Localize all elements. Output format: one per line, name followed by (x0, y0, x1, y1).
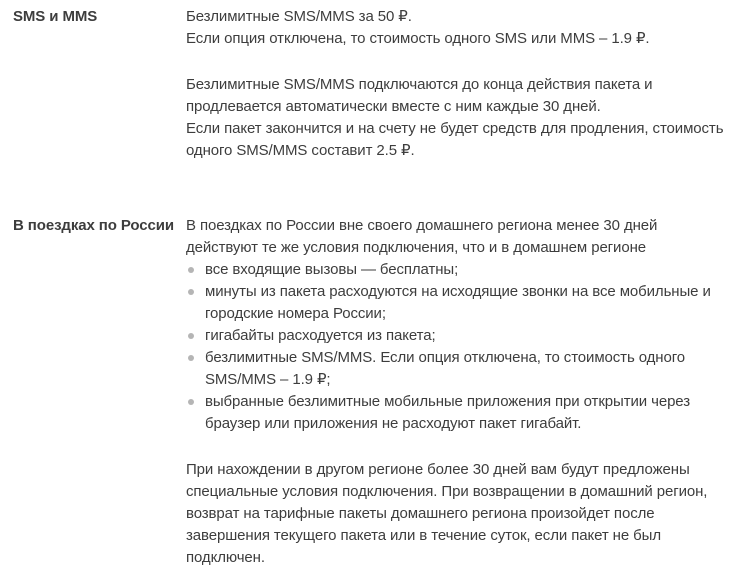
bullet-icon (188, 289, 194, 295)
section-sms-mms-content (186, 6, 731, 162)
sms-no-funds-line: Если пакет закончится и на счету не будет средств для продления, стоимость одного SMS/MMS составит 2.5 ₽. (186, 120, 724, 159)
sms-renewal-line: Безлимитные SMS/MMS подключаются до конца действия пакета и продлевается автоматически вместе с ним каждые 30 дней. (186, 76, 653, 115)
list-item-incoming-calls (186, 259, 731, 281)
sms-disabled-price-line: Если опция отключена, то стоимость одного SMS или MMS – 1.9 ₽. (186, 30, 650, 47)
list-item-label: все входящие вызовы — бесплатны; (205, 261, 459, 278)
sms-price-paragraph (186, 6, 731, 50)
list-item-label: безлимитные SMS/MMS. Если опция отключена, то стоимость одного SMS/MMS – 1.9 ₽; (205, 349, 685, 388)
section-travel-russia (13, 215, 731, 569)
list-item-package-minutes (186, 281, 731, 325)
bullet-icon (188, 355, 194, 361)
bullet-icon (188, 267, 194, 273)
list-item-label: минуты из пакета расходуются на исходящие звонки на все мобильные и городские номера России; (205, 283, 711, 322)
travel-intro-text: В поездках по России вне своего домашнего региона менее 30 дней действуют те же условия подключения, что и в домашнем регионе (186, 217, 658, 256)
section-travel-russia-label: В поездках по России (13, 217, 175, 234)
section-sms-mms (13, 6, 731, 162)
section-travel-russia-content (186, 215, 731, 569)
list-item-unlimited-apps (186, 391, 731, 435)
travel-outro-paragraph (186, 459, 731, 569)
travel-conditions-list (186, 259, 731, 435)
list-item-label: выбранные безлимитные мобильные приложения при открытии через браузер или приложения не расходуют пакет гигабайт. (205, 393, 690, 432)
sms-price-line: Безлимитные SMS/MMS за 50 ₽. (186, 8, 412, 25)
list-item-label: гигабайты расходуется из пакета; (205, 327, 436, 344)
bullet-icon (188, 333, 194, 339)
section-sms-mms-label: SMS и MMS (13, 8, 98, 25)
list-item-unlimited-sms (186, 347, 731, 391)
travel-outro-text: При нахождении в другом регионе более 30 дней вам будут предложены специальные условия подключения. При возвращении в домашний регион, возврат на тарифные пакеты домашнего региона произойдет после завершения текущего пакета или в течение суток, если пакет не был подключен. (186, 461, 708, 566)
sms-renewal-paragraph (186, 74, 731, 162)
travel-intro-paragraph (186, 215, 731, 259)
bullet-icon (188, 399, 194, 405)
list-item-gigabytes (186, 325, 731, 347)
